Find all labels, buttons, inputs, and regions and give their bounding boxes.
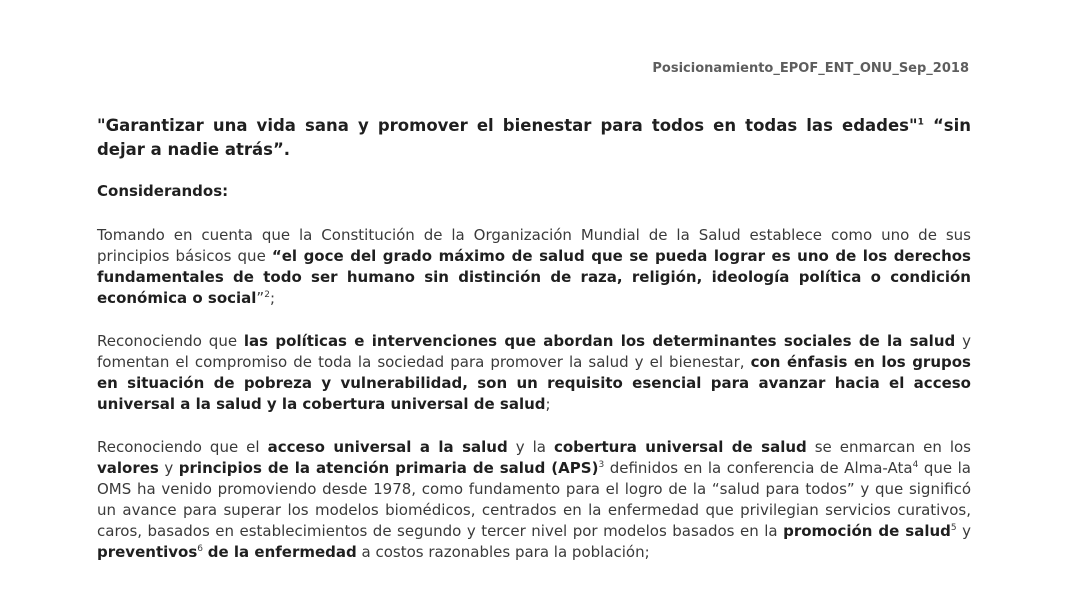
p1-text-1: Tomando en cuenta que la Constitución de la Organización Mundial de la Salud establece como uno de sus principios básicos que	[97, 226, 971, 265]
paragraph-2	[97, 331, 971, 415]
p3-bold-4: principios de la atención primaria de salud (APS)	[178, 459, 599, 477]
p1-text-3: ;	[269, 289, 275, 307]
footnote-ref-5[interactable]: 5	[950, 523, 957, 533]
p3-text-3: se enmarcan en los	[806, 438, 971, 456]
p3-text-5: definidos en la conferencia de Alma-Ata	[604, 459, 913, 477]
title-quote: "Garantizar una vida sana y promover el bienestar para todos en todas las edades"	[97, 116, 918, 135]
p3-bold-1: acceso universal a la salud	[267, 438, 508, 456]
p2-bold-1: las políticas e intervenciones que abordan los determinantes sociales de la salud	[243, 332, 956, 350]
p2-bold-2: con énfasis en los grupos en situación de pobreza y vulnerabilidad, son un requisito esencial para avanzar hacia el acceso universal a la salud y la cobertura universal de salud	[97, 353, 971, 413]
footnote-ref-6[interactable]: 6	[197, 544, 203, 554]
p1-bold-1: “el goce del grado máximo de salud que se pueda lograr es uno de los derechos fundamentales de todo ser humano sin distinción de raza, religión, ideología política o condición económica o social	[97, 247, 971, 307]
p1-text-2: ”	[256, 289, 265, 307]
p2-text-3: ;	[545, 395, 551, 413]
title-tail: “sin dejar a nadie atrás”.	[97, 116, 972, 159]
footnote-ref-3[interactable]: 3	[598, 460, 605, 470]
document-reference-header: Posicionamiento_EPOF_ENT_ONU_Sep_2018	[652, 61, 969, 76]
footnote-ref-2[interactable]: 2	[264, 290, 270, 300]
p3-bold-6: preventivos	[97, 543, 198, 561]
p2-text-1: Reconociendo que	[97, 332, 244, 350]
paragraph-3	[97, 437, 971, 563]
p3-text-7: y	[956, 522, 971, 540]
document-title	[97, 114, 971, 162]
p3-bold-5: promoción de salud	[783, 522, 951, 540]
p2-text-2: y fomentan el compromiso de toda la sociedad para promover la salud y el bienestar,	[97, 332, 971, 371]
p3-text-9: a costos razonables para la población;	[356, 543, 650, 561]
p3-bold-3: valores	[97, 459, 159, 477]
footnote-ref-4[interactable]: 4	[912, 460, 919, 470]
p3-text-2: y la	[507, 438, 554, 456]
p3-bold-7: de la enfermedad	[207, 543, 357, 561]
p3-text-4: y	[158, 459, 179, 477]
p3-text-1: Reconociendo que el	[97, 438, 268, 456]
p3-text-6: que la OMS ha venido promoviendo desde 1978, como fundamento para el logro de la “salud para todos” y que significó un avance para superar los modelos biomédicos, centrados en la enfermedad que privilegian servicios curativos, caros, basados en establecimientos de segundo y tercer nivel por modelos basados en la	[97, 459, 971, 540]
section-heading: Considerandos:	[97, 182, 229, 200]
paragraph-1	[97, 225, 971, 309]
footnote-ref-1[interactable]: 1	[917, 117, 924, 128]
p3-bold-2: cobertura universal de salud	[553, 438, 807, 456]
